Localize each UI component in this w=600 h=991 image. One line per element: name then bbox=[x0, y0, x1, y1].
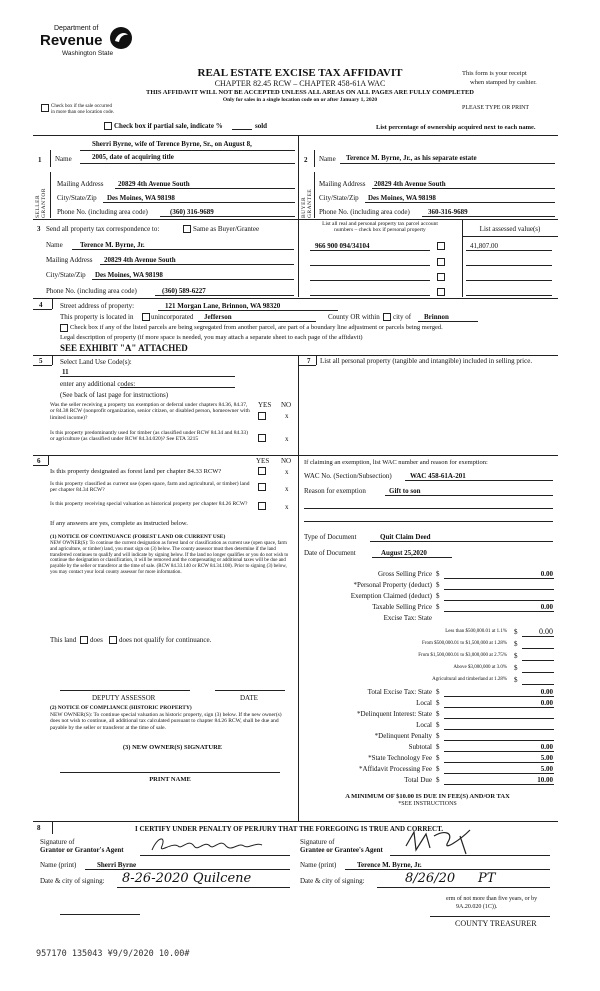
total-row-value: 5.00 bbox=[540, 754, 553, 762]
tax-row-sign: $ bbox=[436, 581, 440, 589]
legal-description: SEE EXHIBIT "A" ATTACHED bbox=[60, 343, 188, 353]
see-back-note: (See back of last page for instructions) bbox=[60, 391, 169, 399]
buyer-name-label: Name bbox=[319, 155, 336, 163]
section6-q1-no-mark: x bbox=[285, 468, 289, 476]
grantor-date-city: 8-26-2020 Quilcene bbox=[122, 871, 252, 886]
total-row-label: Total Due bbox=[404, 776, 432, 784]
partial-sale-checkbox[interactable] bbox=[104, 122, 112, 130]
total-row-sign: $ bbox=[436, 699, 440, 707]
land-use-label: Select Land Use Code(s): bbox=[60, 358, 132, 366]
segregated-checkbox[interactable] bbox=[60, 324, 68, 332]
seller-city: Des Moines, WA 98198 bbox=[107, 194, 175, 202]
total-row-value: 0.00 bbox=[540, 699, 553, 707]
see-instructions-note: *SEE INSTRUCTIONS bbox=[398, 801, 457, 807]
grantee-sig-label bbox=[300, 838, 383, 854]
new-owner-signature-line[interactable] bbox=[60, 772, 280, 773]
section5-q2-no-mark: x bbox=[285, 435, 289, 443]
grantor-sig-label-1: Signature of bbox=[40, 838, 75, 846]
bracket-sign: $ bbox=[514, 676, 518, 684]
corr-mailing-label: Mailing Address bbox=[46, 256, 93, 264]
buyer-mailing: 20829 4th Avenue South bbox=[374, 180, 446, 188]
assessor-date-label: DATE bbox=[240, 694, 258, 702]
total-row-label: Subtotal bbox=[408, 743, 432, 751]
property-street: 121 Morgan Lane, Brinnon, WA 98320 bbox=[165, 302, 281, 310]
land-does-checkbox[interactable] bbox=[80, 636, 88, 644]
parcel-header-1: List all real and personal property tax parcel account bbox=[322, 221, 438, 227]
bracket-label: From $500,000.01 to $1,500,000 at 1.28% bbox=[422, 641, 507, 646]
additional-codes-field[interactable] bbox=[120, 387, 235, 388]
section-4-number: 4 bbox=[39, 301, 43, 309]
seller-mailing-label: Mailing Address bbox=[57, 180, 104, 188]
total-row-sign: $ bbox=[436, 721, 440, 729]
tax-row-sign: $ bbox=[436, 592, 440, 600]
parcel-header-2: numbers – check box if personal property bbox=[334, 227, 426, 234]
seller-name-line2: 2005, date of acquiring title bbox=[92, 153, 174, 161]
located-label: This property is located in bbox=[60, 313, 134, 321]
section6-q1: Is this property designated as forest land per chapter 84.33 RCW? bbox=[50, 468, 222, 475]
section6-q1-yes-checkbox[interactable] bbox=[258, 467, 266, 475]
corr-phone-label: Phone No. (including area code) bbox=[46, 287, 137, 295]
land-does-not-checkbox[interactable] bbox=[109, 636, 117, 644]
parcel-3-personal-checkbox[interactable] bbox=[437, 273, 445, 281]
segregated-note: Check box if any of the listed parcels are being segregated from another parcel, are part of a boundary line adjustment or parcels being merged. bbox=[70, 324, 443, 331]
seller-name-line1: Sherri Byrne, wife of Terence Byrne, Sr., on August 8, bbox=[92, 140, 252, 148]
grantor-sig-label bbox=[40, 838, 124, 854]
assessor-date-line[interactable] bbox=[215, 690, 285, 691]
corr-name-label: Name bbox=[46, 241, 63, 249]
wac-number: WAC 458-61A-201 bbox=[410, 472, 466, 480]
section-3-number: 3 bbox=[37, 225, 41, 233]
grantee-name: Terence M. Byrne, Jr. bbox=[357, 861, 422, 869]
total-row-label: *State Technology Fee bbox=[368, 754, 432, 762]
section-8-number: 8 bbox=[37, 824, 41, 832]
notice1-body: NEW OWNER(S): To continue the current designation as forest land or classification as current use (open space, farm and agriculture, or timber) land, you must sign on (3) below. The county assessor must then determine if the land transferred continues to qualify and will indicate by signing below. If the land no longer qualifies or you do not wish to continue the designation or classification, it will be removed and the compensating or additional taxes will be due and payable by the seller or transferor at the time of sale. (RCW 84.33.140 or RCW 84.34.108). Prior to signing (3) below, you may contact your local county assessor for more information. bbox=[50, 541, 289, 575]
parcel-number: 966 900 094/34104 bbox=[315, 242, 370, 250]
total-row-label: *Delinquent Interest: State bbox=[356, 710, 432, 718]
bracket-label: Above $3,000,000 at 3.0% bbox=[453, 665, 507, 670]
assessed-header: List assessed value(s) bbox=[479, 225, 541, 233]
total-row-sign: $ bbox=[436, 710, 440, 718]
buyer-phone-label: Phone No. (including area code) bbox=[319, 208, 410, 216]
seller-name-label: Name bbox=[55, 155, 72, 163]
section-5-number: 5 bbox=[39, 357, 43, 365]
total-row-label: Total Excise Tax: State bbox=[367, 688, 432, 696]
recording-stamp: 957170 135043 ¥9/9/2020 10.00# bbox=[36, 949, 190, 959]
grantor-sig-label-2: Grantor or Grantor's Agent bbox=[40, 846, 124, 854]
tax-row-label: Excise Tax: State bbox=[383, 614, 432, 622]
buyer-name: Terence M. Byrne, Jr., as his separate estate bbox=[346, 154, 477, 162]
section5-yes-header: YES bbox=[258, 401, 272, 409]
grantor-date-label: Date & city of signing: bbox=[40, 877, 105, 885]
notice2-body: NEW OWNER(S): To continue special valuation as historic property, sign (3) below. If the new owner(s) does not wish to continue, all additional tax calculated pursuant to chapter 84.26 RCW, shall be due and payable by the seller or transferor at the time of sale. bbox=[50, 712, 282, 731]
total-row-value: 10.00 bbox=[537, 776, 553, 784]
exemption-claim-label: If claiming an exemption, list WAC number and reason for exemption: bbox=[304, 459, 488, 466]
seller-phone-label: Phone No. (including area code) bbox=[57, 208, 148, 216]
corr-city-label: City/State/Zip bbox=[46, 271, 86, 279]
grantee-city: PT bbox=[478, 871, 496, 886]
property-city: Brinnon bbox=[424, 313, 449, 321]
dor-logo-line1: Department of bbox=[54, 25, 99, 32]
section6-q3-yes-checkbox[interactable] bbox=[258, 502, 266, 510]
total-row-value: 0.00 bbox=[540, 688, 553, 696]
bracket-label: Less than $500,000.01 at 1.1% bbox=[445, 629, 507, 634]
total-row-label: Local bbox=[416, 721, 432, 729]
deputy-assessor-line[interactable] bbox=[60, 690, 190, 691]
tax-row-label: *Personal Property (deduct) bbox=[353, 581, 432, 589]
section5-q1-no-mark: x bbox=[285, 412, 289, 420]
grantee-name-label: Name (print) bbox=[300, 861, 337, 869]
minimum-due-note: A MINIMUM OF $10.00 IS DUE IN FEE(S) AND/OR TAX bbox=[345, 793, 510, 800]
tax-row-value: 0.00 bbox=[540, 570, 553, 578]
deputy-assessor-label: DEPUTY ASSESSOR bbox=[92, 694, 156, 702]
section6-q2-no-mark: x bbox=[285, 485, 289, 493]
total-row-sign: $ bbox=[436, 776, 440, 784]
grantor-name-label: Name (print) bbox=[40, 861, 77, 869]
section6-yes-header: YES bbox=[256, 457, 270, 465]
same-as-buyer-checkbox[interactable] bbox=[183, 225, 191, 233]
ownership-note: List percentage of ownership acquired next to each name. bbox=[376, 124, 536, 131]
section5-q2: Is this property predominantly used for timber (as classified under RCW 84.34 and 84.33) or agriculture (as classified under RCW 84.34.020)? See ETA 3215 bbox=[50, 430, 249, 443]
seller-city-label: City/State/Zip bbox=[57, 194, 97, 202]
new-owner-signature-label: (3) NEW OWNER(S) SIGNATURE bbox=[122, 744, 223, 751]
assessed-value: 41,807.00 bbox=[470, 242, 498, 250]
parcel-header bbox=[300, 221, 460, 234]
total-row-sign: $ bbox=[436, 732, 440, 740]
bracket-sign: $ bbox=[514, 652, 518, 660]
tax-row-sign: $ bbox=[436, 603, 440, 611]
same-as-buyer-label: Same as Buyer/Grantee bbox=[193, 225, 260, 233]
dor-swirl-icon bbox=[108, 25, 134, 51]
grantee-sig-label-1: Signature of bbox=[300, 838, 335, 846]
section5-no-header: NO bbox=[281, 401, 292, 409]
section6-q3-no-mark: x bbox=[285, 503, 289, 511]
sales-note: Only for sales in a single location code on or after January 1, 2020 bbox=[222, 97, 378, 103]
seller-side-label: SELLER GRANTOR bbox=[35, 188, 47, 218]
street-label: Street address of property: bbox=[60, 302, 135, 310]
section5-q2-yes-checkbox[interactable] bbox=[258, 434, 266, 442]
parcel-1-personal-checkbox[interactable] bbox=[437, 242, 445, 250]
county-treasurer-label: COUNTY TREASURER bbox=[455, 919, 537, 928]
total-row-label: Local bbox=[416, 699, 432, 707]
bracket-label: From $1,500,000.01 to $3,000,000 at 2.75% bbox=[418, 653, 507, 658]
multi-location-label-1: Check box if the sale occurred bbox=[51, 104, 112, 109]
correspondence-label: Send all property tax correspondence to: bbox=[46, 225, 160, 233]
sold-label: sold bbox=[255, 122, 268, 130]
multi-location-checkbox[interactable] bbox=[41, 104, 49, 112]
doc-type: Quit Claim Deed bbox=[380, 533, 431, 541]
section6-if-yes: If any answers are yes, complete as instructed below. bbox=[50, 520, 188, 527]
dor-logo bbox=[38, 25, 133, 63]
bracket-sign: $ bbox=[514, 628, 518, 636]
land-does-label: does bbox=[90, 636, 103, 644]
bracket-sign: $ bbox=[514, 664, 518, 672]
buyer-city-label: City/State/Zip bbox=[319, 194, 359, 202]
total-row-label: *Delinquent Penalty bbox=[374, 732, 432, 740]
buyer-phone: 360-316-9689 bbox=[428, 208, 468, 216]
section-1-number: 1 bbox=[38, 156, 42, 164]
personal-property-text: List all personal property (tangible and intangible) included in selling price. bbox=[320, 357, 533, 365]
bracket-sign: $ bbox=[514, 640, 518, 648]
reason-label: Reason for exemption bbox=[304, 487, 366, 495]
tax-row-sign: $ bbox=[436, 570, 440, 578]
corr-city: Des Moines, WA 98198 bbox=[95, 271, 163, 279]
grantee-sig-label-2: Grantee or Grantee's Agent bbox=[300, 846, 383, 854]
form-notice: THIS AFFIDAVIT WILL NOT BE ACCEPTED UNLESS ALL AREAS ON ALL PAGES ARE FULLY COMPLETED bbox=[146, 89, 474, 96]
total-row-sign: $ bbox=[436, 743, 440, 751]
doc-date: August 25,2020 bbox=[381, 549, 427, 557]
form-title: REAL ESTATE EXCISE TAX AFFIDAVIT bbox=[197, 67, 403, 79]
tax-row-label: Exemption Claimed (deduct) bbox=[350, 592, 432, 600]
form-subtitle: CHAPTER 82.45 RCW – CHAPTER 458-61A WAC bbox=[214, 79, 386, 88]
section6-q3: Is this property receiving special valuation as historical property per chapter 84.26 RCW? bbox=[50, 501, 248, 507]
county-or-label: County OR within bbox=[328, 313, 380, 321]
seller-mailing: 20829 4th Avenue South bbox=[118, 180, 190, 188]
parcel-4-personal-checkbox[interactable] bbox=[437, 288, 445, 296]
seller-phone: (360) 316-9689 bbox=[170, 208, 214, 216]
section5-q1: Was the seller receiving a property tax exemption or deferral under chapters 84.36, 84.37, or 84.38 RCW (nonprofit organization, senior citizen, or disabled person, homeowner with limited income)? bbox=[50, 402, 250, 421]
grantee-signature[interactable] bbox=[400, 826, 480, 856]
wac-label: WAC No. (Section/Subsection) bbox=[304, 472, 392, 480]
corr-name: Terence M. Byrne, Jr. bbox=[80, 241, 145, 249]
total-row-value: 0.00 bbox=[540, 743, 553, 751]
tax-row-value: 0.00 bbox=[540, 603, 553, 611]
partial-sale-percent-field[interactable] bbox=[232, 129, 252, 130]
section5-q1-yes-checkbox[interactable] bbox=[258, 412, 266, 420]
property-county: Jefferson bbox=[204, 313, 232, 321]
grantee-date: 8/26/20 bbox=[405, 871, 456, 886]
certify-text: I CERTIFY UNDER PENALTY OF PERJURY THAT THE FOREGOING IS TRUE AND CORRECT. bbox=[135, 825, 444, 833]
unincorporated-checkbox[interactable] bbox=[142, 313, 150, 321]
total-row-sign: $ bbox=[436, 754, 440, 762]
corr-phone: (360) 589-6227 bbox=[162, 287, 206, 295]
section6-q2-yes-checkbox[interactable] bbox=[258, 483, 266, 491]
section-6-number: 6 bbox=[37, 457, 41, 465]
exemption-reason: Gift to son bbox=[389, 487, 421, 495]
section6-q2: Is this property classified as current use (open space, farm and agricultural, or timber) land per chapter 84.34 RCW? bbox=[50, 481, 250, 494]
perjury-note-1: erm of not more than five years, or by bbox=[446, 896, 538, 902]
land-use-code: 11 bbox=[62, 368, 69, 376]
buyer-city: Des Moines, WA 98198 bbox=[368, 194, 436, 202]
total-row-value: 5.00 bbox=[540, 765, 553, 773]
buyer-side-label: BUYER GRANTEE bbox=[301, 188, 313, 218]
unincorporated-label: unincorporated bbox=[151, 313, 194, 321]
grantee-date-label: Date & city of signing: bbox=[300, 877, 365, 885]
total-row-sign: $ bbox=[436, 765, 440, 773]
legal-note: Legal description of property (if more space is needed, you may attach a separate sheet to each page of the affidavit) bbox=[60, 334, 363, 341]
dor-logo-line3: Washington State bbox=[62, 50, 114, 57]
bracket-label: Agricultural and timberland at 1.28% bbox=[432, 677, 507, 682]
total-row-sign: $ bbox=[436, 688, 440, 696]
land-does-not-label: does not qualify for continuance. bbox=[119, 636, 212, 644]
print-name-label: PRINT NAME bbox=[149, 776, 191, 783]
partial-sale-label: Check box if partial sale, indicate % bbox=[114, 122, 223, 130]
doc-type-label: Type of Document bbox=[304, 533, 357, 541]
grantor-signature[interactable] bbox=[148, 832, 268, 856]
type-or-print: PLEASE TYPE OR PRINT bbox=[462, 105, 530, 111]
corr-mailing: 20829 4th Avenue South bbox=[104, 256, 176, 264]
section6-no-header: NO bbox=[281, 457, 292, 465]
notice2-title: (2) NOTICE OF COMPLIANCE (HISTORIC PROPERTY) bbox=[50, 705, 192, 711]
grantor-name: Sherri Byrne bbox=[97, 861, 137, 869]
perjury-note-2: 9A.20.020 (1C)). bbox=[456, 904, 498, 910]
total-row-label: *Affidavit Processing Fee bbox=[359, 765, 432, 773]
tax-row-label: Taxable Selling Price bbox=[372, 603, 432, 611]
receipt-note-2: when stamped by cashier. bbox=[470, 79, 537, 86]
bracket-value: 0.00 bbox=[539, 627, 553, 636]
parcel-2-personal-checkbox[interactable] bbox=[437, 258, 445, 266]
dor-logo-line2: Revenue bbox=[40, 32, 103, 49]
additional-codes-label: enter any additional codes: bbox=[60, 380, 136, 388]
section-7-number: 7 bbox=[307, 357, 311, 365]
city-of-label: city of bbox=[393, 313, 412, 321]
this-land-label: This land bbox=[50, 636, 77, 644]
city-of-checkbox[interactable] bbox=[383, 313, 391, 321]
tax-row-label: Gross Selling Price bbox=[377, 570, 432, 578]
receipt-note-1: This form is your receipt bbox=[462, 70, 527, 77]
doc-date-label: Date of Document bbox=[304, 549, 356, 557]
multi-location-label-2: in more than one location code. bbox=[51, 110, 115, 115]
land-use-code-field[interactable] bbox=[60, 376, 235, 377]
notice1-title: (1) NOTICE OF CONTINUANCE (FOREST LAND OR CURRENT USE) bbox=[50, 534, 226, 540]
buyer-mailing-label: Mailing Address bbox=[319, 180, 366, 188]
section-2-number: 2 bbox=[304, 156, 308, 164]
